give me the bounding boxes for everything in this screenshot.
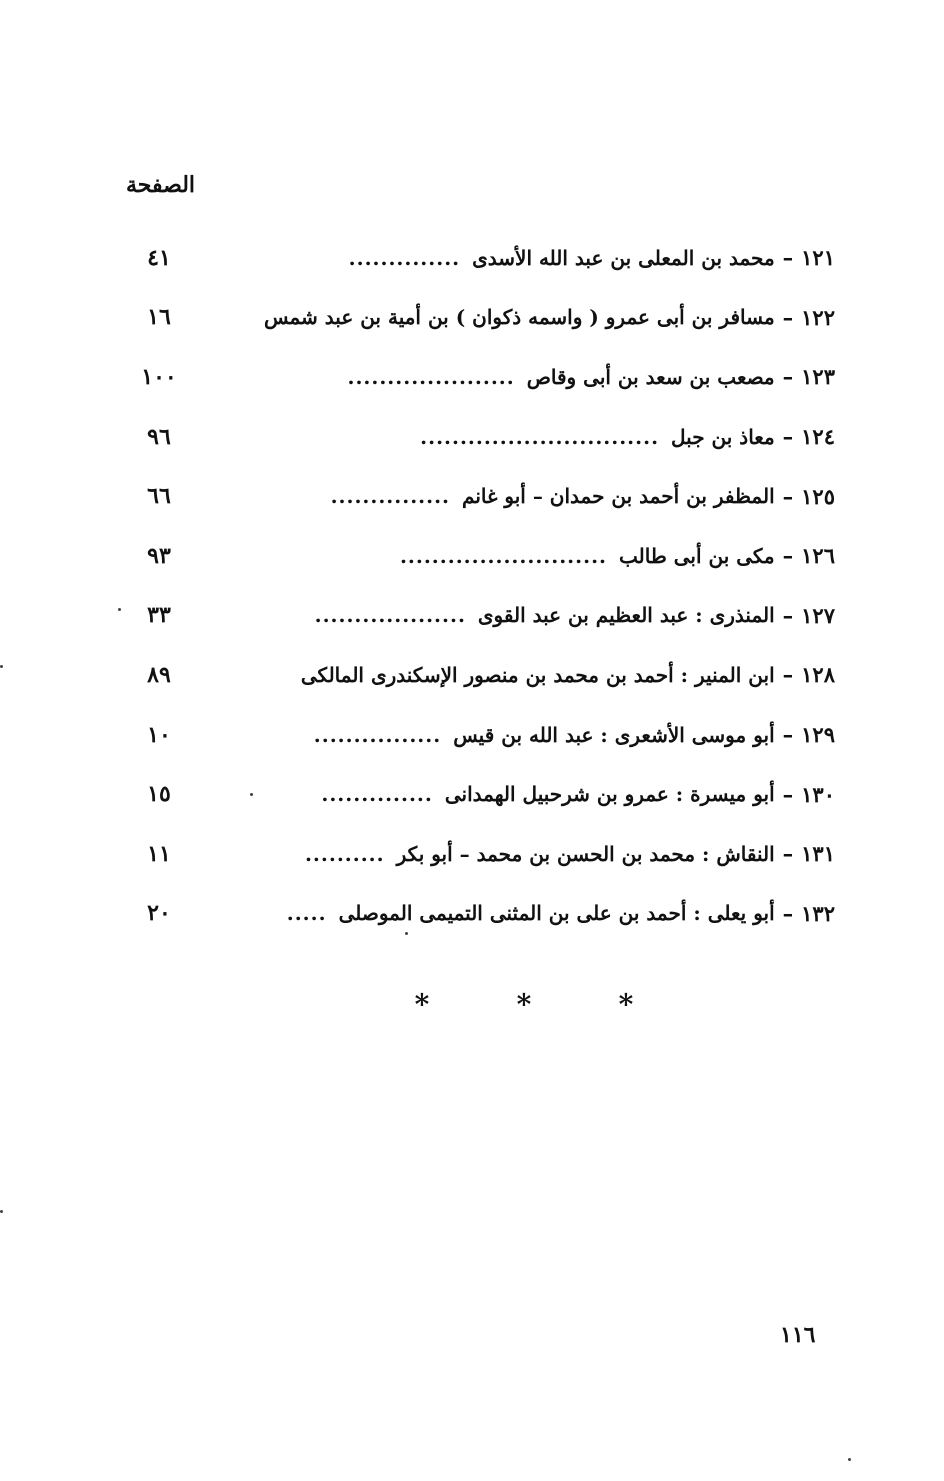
page-column-heading: الصفحة [126, 172, 196, 198]
entry-number: ١٢٢ [801, 304, 835, 330]
toc-page-number: ١٥ [147, 781, 171, 808]
toc-row [130, 407, 835, 467]
toc-entry [212, 722, 835, 747]
entry-title: أبو يعلى : أحمد بن على بن المثنى التميمى الموصلى [338, 901, 775, 926]
entry-dash: – [782, 722, 794, 748]
entry-title: المظفر بن أحمد بن حمدان – أبو غانم [462, 484, 775, 509]
entry-dash: – [782, 841, 794, 867]
scan-speck [848, 1458, 851, 1461]
separator-star: * [414, 988, 430, 1021]
toc-entry [212, 305, 835, 330]
scan-speck [0, 1210, 3, 1213]
toc-page-number: ١٠٠ [141, 363, 177, 390]
entry-dash: – [782, 602, 794, 628]
entry-title: معاذ بن جبل [671, 424, 775, 449]
entry-title: مسافر بن أبى عمرو ( واسمه ذكوان ) بن أمية بن عبد شمس [264, 305, 775, 330]
toc-row [130, 466, 835, 526]
entry-number: ١٢٨ [801, 662, 835, 688]
entry-title: محمد بن المعلى بن عبد الله الأسدى [472, 245, 775, 270]
entry-title: المنذرى : عبد العظيم بن عبد القوى [477, 603, 775, 628]
entry-dash: – [782, 781, 794, 807]
dot-leader: .......... [304, 841, 385, 866]
dot-leader: .............................. [420, 424, 660, 449]
scan-speck [0, 665, 3, 668]
toc-entry [212, 901, 835, 926]
entry-number: ١٣١ [801, 841, 835, 867]
entry-number: ١٣٢ [801, 900, 835, 926]
entry-number: ١٢١ [801, 245, 835, 271]
toc-row [130, 288, 835, 348]
entry-dash: – [782, 662, 794, 688]
dot-leader: ................... [314, 603, 466, 628]
toc-page-number: ١٦ [147, 304, 171, 331]
entry-title: أبو موسى الأشعرى : عبد الله بن قيس [453, 722, 775, 747]
toc-page-number: ٣٣ [147, 602, 171, 629]
separator-star: * [618, 988, 634, 1021]
entry-title: أبو ميسرة : عمرو بن شرحبيل الهمدانى [444, 782, 775, 807]
entry-number: ١٢٤ [801, 424, 835, 450]
entry-title: مكى بن أبى طالب [619, 543, 775, 568]
entry-dash: – [782, 304, 794, 330]
scan-speck [250, 793, 253, 796]
toc-row [130, 884, 835, 944]
toc-entry [212, 484, 835, 509]
toc-page-number: ٢٠ [147, 900, 171, 927]
toc-page-number: ٨٩ [147, 661, 171, 688]
scan-speck [405, 932, 408, 935]
entry-number: ١٣٠ [801, 781, 835, 807]
entry-number: ١٢٣ [801, 364, 835, 390]
toc-entry [212, 245, 835, 270]
entry-number: ١٢٦ [801, 543, 835, 569]
toc-page-number: ١٠ [147, 721, 171, 748]
scan-speck [118, 608, 121, 611]
dot-leader: ..................... [347, 364, 515, 389]
entry-dash: – [782, 543, 794, 569]
toc-page-number: ١١ [147, 840, 171, 867]
dot-leader: .............. [321, 782, 433, 807]
entry-title: ابن المنير : أحمد بن محمد بن منصور الإسكندرى المالكى [300, 662, 775, 687]
page-number: ١١٦ [780, 1322, 816, 1348]
entry-dash: – [782, 245, 794, 271]
dot-leader: ..... [286, 901, 327, 926]
toc-entry [212, 662, 835, 687]
toc-row [130, 526, 835, 586]
toc-row [130, 228, 835, 288]
entry-number: ١٢٩ [801, 722, 835, 748]
toc-row [130, 764, 835, 824]
section-separator [408, 988, 640, 1021]
dot-leader: .............. [348, 245, 461, 270]
toc-page-number: ٦٦ [147, 483, 171, 510]
entry-number: ١٢٧ [801, 602, 835, 628]
toc-entry [212, 364, 835, 389]
toc-entry [212, 782, 835, 807]
table-of-contents [130, 228, 835, 943]
entry-dash: – [782, 364, 794, 390]
toc-entry [212, 603, 835, 628]
toc-page-number: ٩٣ [147, 542, 171, 569]
entry-dash: – [782, 900, 794, 926]
toc-entry [212, 424, 835, 449]
toc-entry [212, 841, 835, 866]
toc-page-number: ٤١ [147, 244, 171, 271]
toc-row [130, 645, 835, 705]
dot-leader: ................ [313, 722, 442, 747]
toc-page-number: ٩٦ [147, 423, 171, 450]
toc-row [130, 586, 835, 646]
entry-title: مصعب بن سعد بن أبى وقاص [526, 364, 775, 389]
entry-number: ١٢٥ [801, 483, 835, 509]
separator-star: * [516, 988, 532, 1021]
entry-dash: – [782, 424, 794, 450]
dot-leader: ............... [330, 484, 451, 509]
entry-title: النقاش : محمد بن الحسن بن محمد – أبو بكر [396, 841, 775, 866]
toc-row [130, 347, 835, 407]
toc-row [130, 705, 835, 765]
dot-leader: .......................... [399, 543, 607, 568]
entry-dash: – [782, 483, 794, 509]
toc-row [130, 824, 835, 884]
toc-entry [212, 543, 835, 568]
